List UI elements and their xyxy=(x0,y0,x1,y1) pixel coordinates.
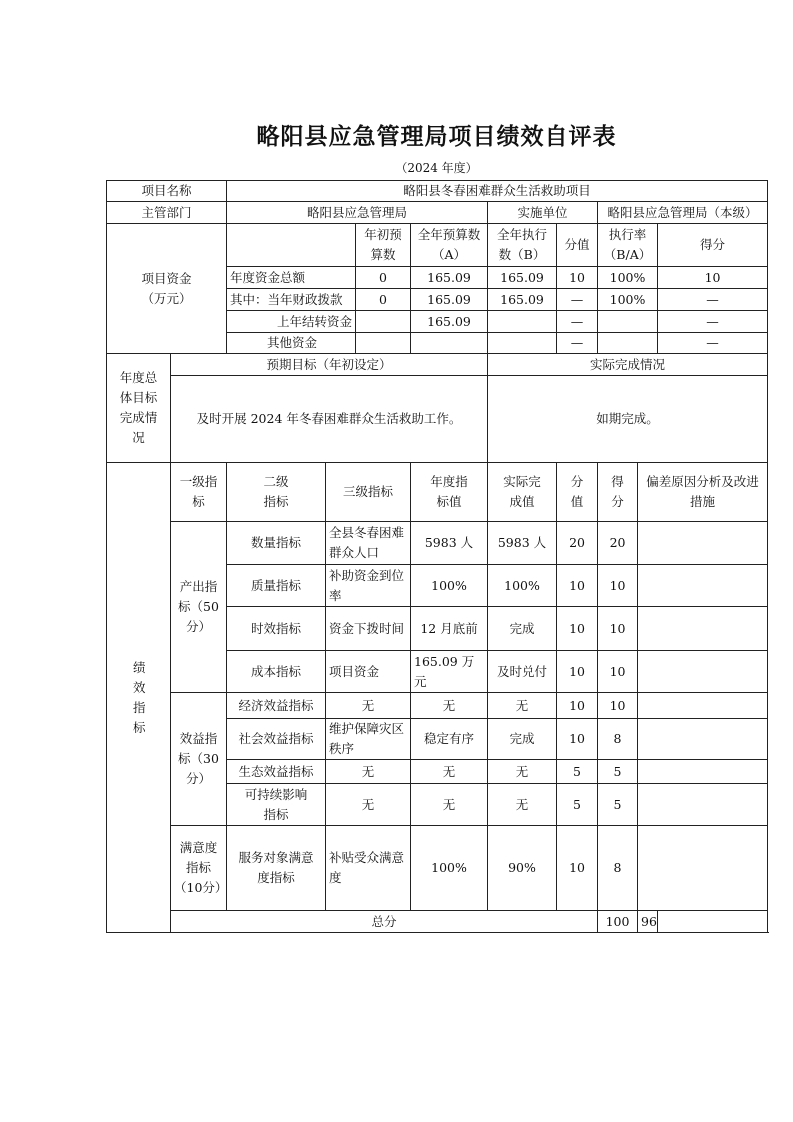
perf-header: 三级指标 xyxy=(326,463,411,522)
target: 无 xyxy=(411,760,488,784)
l3: 补助资金到位率 xyxy=(326,565,411,607)
fund-score: — xyxy=(658,333,768,354)
project-name: 略阳县冬春困难群众生活救助项目 xyxy=(227,181,768,202)
fund-exec xyxy=(488,311,557,333)
value: 10 xyxy=(557,826,598,911)
fund-score-value: — xyxy=(557,289,598,311)
fund-score-value: — xyxy=(557,311,598,333)
funds-header: 年初预算数 xyxy=(356,224,411,267)
perf-header: 得分 xyxy=(598,463,638,522)
value: 20 xyxy=(557,522,598,565)
fund-name: 年度资金总额 xyxy=(227,267,356,289)
actual: 无 xyxy=(488,693,557,719)
score: 8 xyxy=(598,719,638,760)
actual: 无 xyxy=(488,760,557,784)
fund-budget: 165.09 xyxy=(411,311,488,333)
actual: 5983 人 xyxy=(488,522,557,565)
remark xyxy=(638,693,768,719)
blank-cell xyxy=(227,224,356,267)
dept-label: 主管部门 xyxy=(107,202,227,224)
score: 5 xyxy=(598,784,638,826)
fund-init xyxy=(356,333,411,354)
funds-label: 项目资金 （万元） xyxy=(107,224,227,354)
remark xyxy=(638,565,768,607)
score: 10 xyxy=(598,565,638,607)
l2: 经济效益指标 xyxy=(227,693,326,719)
target: 无 xyxy=(411,693,488,719)
fund-score: — xyxy=(658,311,768,333)
l3: 维护保障灾区秩序 xyxy=(326,719,411,760)
actual: 无 xyxy=(488,784,557,826)
actual: 100% xyxy=(488,565,557,607)
fund-score: — xyxy=(658,289,768,311)
target: 165.09 万元 xyxy=(411,651,488,693)
l3: 全县冬春困难群众人口 xyxy=(326,522,411,565)
l2: 成本指标 xyxy=(227,651,326,693)
fund-name: 其他资金 xyxy=(227,333,356,354)
actual: 完成 xyxy=(488,719,557,760)
fund-budget: 165.09 xyxy=(411,267,488,289)
remark xyxy=(638,522,768,565)
target: 无 xyxy=(411,784,488,826)
score: 10 xyxy=(598,607,638,651)
goal-label: 年度总体目标完成情况 xyxy=(107,354,171,463)
funds-header: 全年预算数（A） xyxy=(411,224,488,267)
remark xyxy=(638,784,768,826)
remark xyxy=(638,760,768,784)
group-name: 满意度指标（10分） xyxy=(171,826,227,911)
dept: 略阳县应急管理局 xyxy=(227,202,488,224)
fund-name: 上年结转资金 xyxy=(227,311,356,333)
fund-init: 0 xyxy=(356,267,411,289)
perf-label: 绩效指标 xyxy=(107,463,171,933)
total-value: 100 xyxy=(598,911,638,933)
total-score: 96 xyxy=(638,911,658,933)
perf-header: 分值 xyxy=(557,463,598,522)
actual-result: 如期完成。 xyxy=(488,376,768,463)
funds-header: 执行率（B/A） xyxy=(598,224,658,267)
page-title: 略阳县应急管理局项目绩效自评表 xyxy=(256,124,617,150)
l2: 质量指标 xyxy=(227,565,326,607)
l3: 项目资金 xyxy=(326,651,411,693)
score: 20 xyxy=(598,522,638,565)
funds-header: 得分 xyxy=(658,224,768,267)
target: 12 月底前 xyxy=(411,607,488,651)
score: 8 xyxy=(598,826,638,911)
fund-rate xyxy=(598,311,658,333)
target: 100% xyxy=(411,826,488,911)
expected-label: 预期目标（年初设定） xyxy=(171,354,488,376)
remark xyxy=(638,826,768,911)
fund-init: 0 xyxy=(356,289,411,311)
funds-header: 分值 xyxy=(557,224,598,267)
remark xyxy=(658,911,768,933)
remark xyxy=(638,607,768,651)
l2: 可持续影响指标 xyxy=(227,784,326,826)
l2: 数量指标 xyxy=(227,522,326,565)
group-name: 产出指标（50分） xyxy=(171,522,227,693)
value: 5 xyxy=(557,784,598,826)
group-name: 效益指标（30分） xyxy=(171,693,227,826)
impl: 略阳县应急管理局（本级） xyxy=(598,202,768,224)
value: 10 xyxy=(557,651,598,693)
fund-init xyxy=(356,311,411,333)
target: 100% xyxy=(411,565,488,607)
expected-goal: 及时开展 2024 年冬春困难群众生活救助工作。 xyxy=(171,376,488,463)
page-subtitle: （2024 年度） xyxy=(395,161,478,175)
perf-header: 一级指标 xyxy=(171,463,227,522)
perf-header: 实际完成值 xyxy=(488,463,557,522)
funds-header: 全年执行数（B） xyxy=(488,224,557,267)
l2: 服务对象满意度指标 xyxy=(227,826,326,911)
target: 5983 人 xyxy=(411,522,488,565)
value: 10 xyxy=(557,565,598,607)
fund-exec: 165.09 xyxy=(488,289,557,311)
score: 10 xyxy=(598,651,638,693)
target: 稳定有序 xyxy=(411,719,488,760)
value: 10 xyxy=(557,607,598,651)
fund-score-value: 10 xyxy=(557,267,598,289)
remark xyxy=(638,719,768,760)
perf-header: 偏差原因分析及改进措施 xyxy=(638,463,768,522)
l3: 无 xyxy=(326,784,411,826)
evaluation-table xyxy=(106,180,768,933)
fund-rate xyxy=(598,333,658,354)
fund-rate: 100% xyxy=(598,289,658,311)
fund-score-value: — xyxy=(557,333,598,354)
actual: 90% xyxy=(488,826,557,911)
l3: 资金下拨时间 xyxy=(326,607,411,651)
actual: 完成 xyxy=(488,607,557,651)
l2: 生态效益指标 xyxy=(227,760,326,784)
total-label: 总分 xyxy=(171,911,598,933)
remark xyxy=(638,651,768,693)
fund-exec: 165.09 xyxy=(488,267,557,289)
impl-label: 实施单位 xyxy=(488,202,598,224)
value: 10 xyxy=(557,719,598,760)
perf-header: 年度指标值 xyxy=(411,463,488,522)
l2: 时效指标 xyxy=(227,607,326,651)
fund-budget: 165.09 xyxy=(411,289,488,311)
l3: 补贴受众满意度 xyxy=(326,826,411,911)
fund-budget xyxy=(411,333,488,354)
fund-score: 10 xyxy=(658,267,768,289)
fund-name: 其中：当年财政拨款 xyxy=(227,289,356,311)
score: 5 xyxy=(598,760,638,784)
value: 10 xyxy=(557,693,598,719)
l3: 无 xyxy=(326,760,411,784)
l2: 社会效益指标 xyxy=(227,719,326,760)
fund-exec xyxy=(488,333,557,354)
actual: 及时兑付 xyxy=(488,651,557,693)
perf-header: 二级指标 xyxy=(227,463,326,522)
project-name-label: 项目名称 xyxy=(107,181,227,202)
score: 10 xyxy=(598,693,638,719)
l3: 无 xyxy=(326,693,411,719)
fund-rate: 100% xyxy=(598,267,658,289)
value: 5 xyxy=(557,760,598,784)
actual-label: 实际完成情况 xyxy=(488,354,768,376)
